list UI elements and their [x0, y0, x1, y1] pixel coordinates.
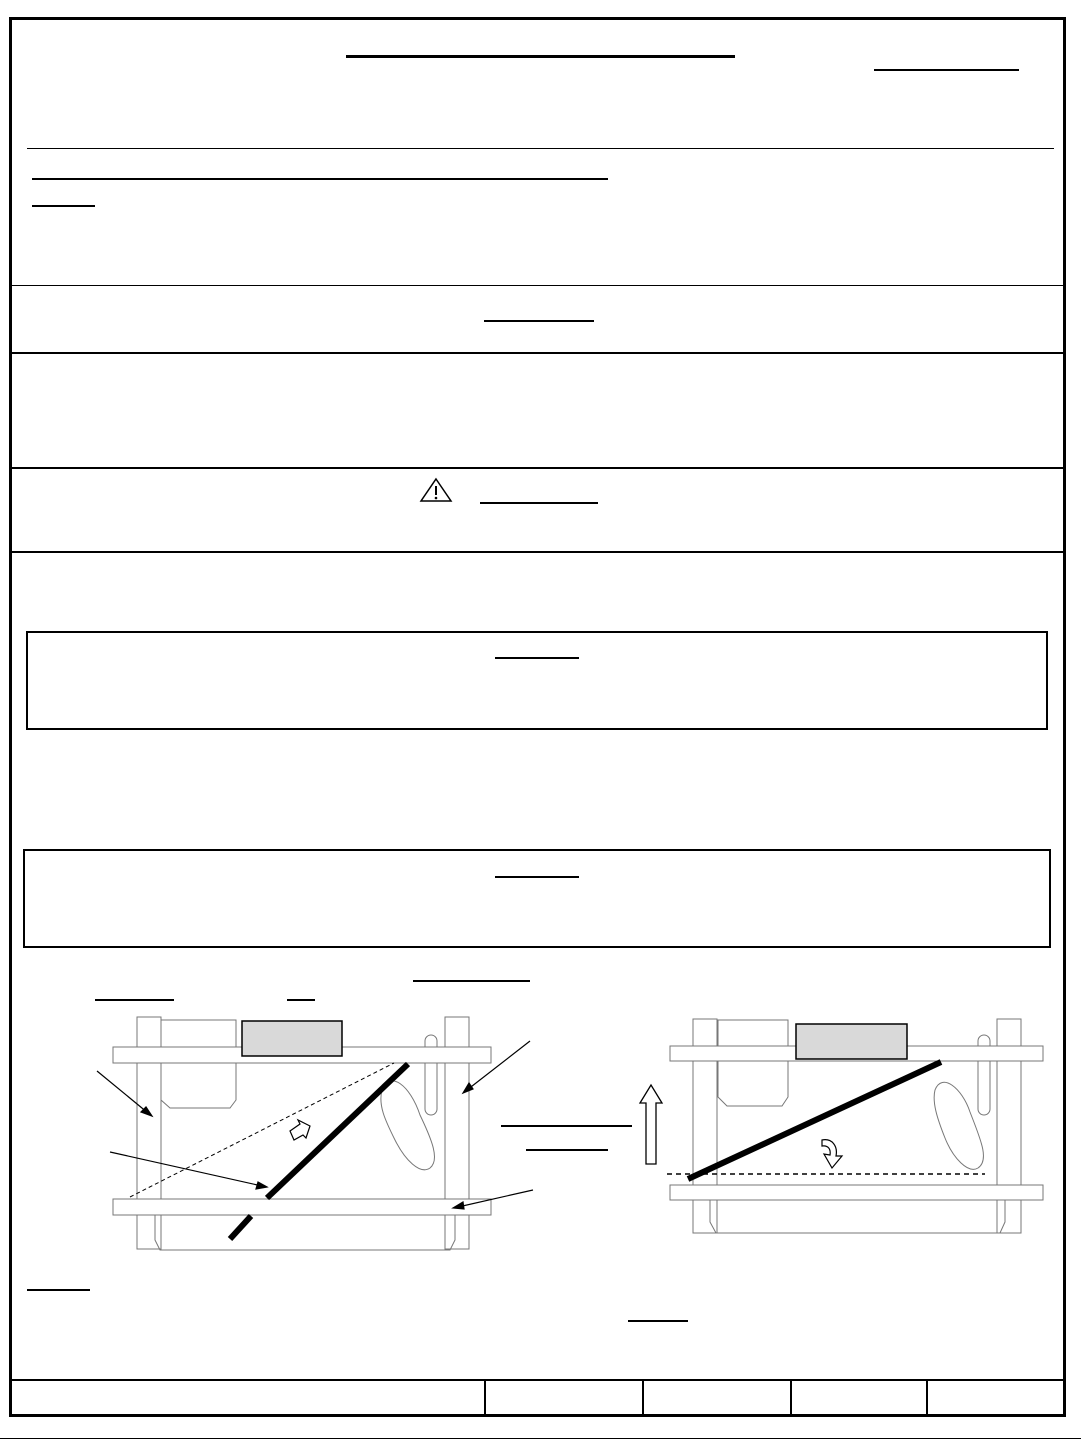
curved-arrow-down-icon: [822, 1140, 842, 1168]
footer-cell-2: [484, 1380, 486, 1417]
footer-cell-4: [790, 1380, 792, 1417]
footer-cell-3: [642, 1380, 644, 1417]
right-component-block: [796, 1024, 907, 1059]
curved-arrow-icon: [290, 1120, 310, 1140]
right-lever: [688, 1062, 941, 1179]
left-lever-end: [230, 1216, 251, 1239]
note-underline: [27, 1289, 90, 1291]
footer-cell-5: [926, 1380, 928, 1417]
left-lever: [267, 1064, 408, 1198]
reference-underline: [628, 1320, 688, 1322]
leader-lines-left: [97, 1041, 533, 1209]
footer-divider: [9, 1379, 1066, 1381]
page-bottom-rule: [0, 1438, 1081, 1439]
up-arrow-icon: [640, 1085, 662, 1164]
left-component-block: [242, 1021, 342, 1056]
left-dashed-path: [130, 1063, 394, 1197]
